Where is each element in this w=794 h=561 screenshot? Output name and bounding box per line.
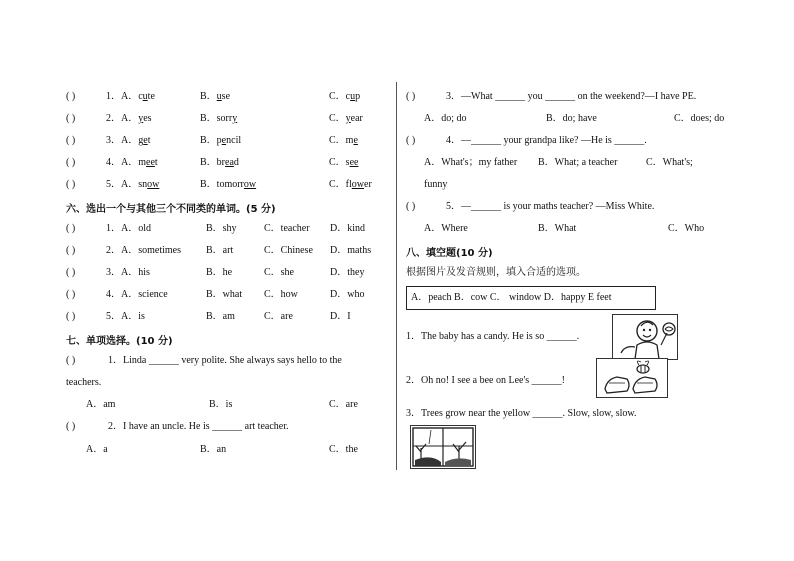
answer-blank[interactable]: ( ) <box>66 421 76 432</box>
option-a: A．a <box>86 444 108 455</box>
answer-blank[interactable]: ( ) <box>66 179 76 190</box>
option-c: C．me <box>329 135 358 146</box>
option-b: B．What; a teacher <box>538 157 618 168</box>
option-a: 4．A．science <box>106 289 168 300</box>
option-b: B．am <box>206 311 235 322</box>
option-b: B．use <box>200 91 231 102</box>
sentence-3: 3．Trees grow near the yellow ______. Slow, slow, slow. <box>406 408 637 419</box>
sentence-1: 1．The baby has a candy. He is so ______. <box>406 331 580 342</box>
word-options: A．peach B．cow C． window D．happy E feet <box>411 292 612 303</box>
option-d: D．maths <box>330 245 372 256</box>
question-continuation: teachers. <box>66 377 102 388</box>
bee-feet-picture <box>596 358 668 398</box>
option-b: B．sorry <box>200 113 238 124</box>
column-divider <box>396 82 397 470</box>
option-d: D．kind <box>330 223 365 234</box>
baby-candy-picture <box>612 314 678 360</box>
option-d: D．they <box>330 267 365 278</box>
question-stem: 4．—______ your grandpa like? —He is ______. <box>446 135 647 146</box>
question-stem: 2．I have an uncle. He is ______ art teacher. <box>108 421 289 432</box>
option-b: B．what <box>206 289 243 300</box>
option-c: C．she <box>264 267 294 278</box>
section8-instruction: 根据图片及发音规则，填入合适的选项。 <box>406 267 586 278</box>
option-a: 5．A．is <box>106 311 145 322</box>
option-c: C．are <box>264 311 293 322</box>
option-c: C．year <box>329 113 363 124</box>
answer-blank[interactable]: ( ) <box>406 135 416 146</box>
option-b: B．What <box>538 223 577 234</box>
option-c: C．What's; <box>646 157 693 168</box>
option-a: 4．A．meet <box>106 157 158 168</box>
option-a: A．am <box>86 399 116 410</box>
option-c: C．does; do <box>674 113 725 124</box>
option-c: C．Who <box>668 223 705 234</box>
option-b: B．tomorrow <box>200 179 257 190</box>
option-d: D．I <box>330 311 351 322</box>
option-c: C．are <box>329 399 358 410</box>
option-a: 5．A．snow <box>106 179 160 190</box>
question-stem: 5．—______ is your maths teacher? —Miss White. <box>446 201 655 212</box>
answer-blank[interactable]: ( ) <box>66 157 76 168</box>
option-a: 2．A．yes <box>106 113 152 124</box>
answer-blank[interactable]: ( ) <box>406 91 416 102</box>
window-trees-picture <box>410 425 476 469</box>
option-b: B．is <box>209 399 233 410</box>
option-a: A．What's；my father <box>424 157 518 168</box>
option-a: 1．A．cute <box>106 91 155 102</box>
section6-title: 六、选出一个与其他三个不同类的单词。(5 分) <box>66 204 276 215</box>
option-c: C．Chinese <box>264 245 313 256</box>
option-c: C．cup <box>329 91 361 102</box>
answer-blank[interactable]: ( ) <box>66 113 76 124</box>
question-stem: 3．—What ______ you ______ on the weekend?—I have PE. <box>446 91 697 102</box>
section7-title: 七、单项选择。(10 分) <box>66 336 173 347</box>
answer-blank[interactable]: ( ) <box>66 223 76 234</box>
section8-title: 八、填空题(10 分) <box>406 248 493 259</box>
option-d: D．who <box>330 289 365 300</box>
options-box <box>406 286 656 310</box>
answer-blank[interactable]: ( ) <box>66 311 76 322</box>
option-a: 1．A．old <box>106 223 151 234</box>
option-b: B．shy <box>206 223 237 234</box>
answer-blank[interactable]: ( ) <box>66 355 76 366</box>
answer-blank[interactable]: ( ) <box>406 201 416 212</box>
question-continuation: funny <box>424 179 448 190</box>
answer-blank[interactable]: ( ) <box>66 245 76 256</box>
option-b: B．bread <box>200 157 239 168</box>
option-c: C．flower <box>329 179 372 190</box>
option-a: 2．A．sometimes <box>106 245 181 256</box>
option-b: B．art <box>206 245 234 256</box>
option-c: C．teacher <box>264 223 310 234</box>
option-b: B．pencil <box>200 135 242 146</box>
sentence-2: 2．Oh no! I see a bee on Lee's ______! <box>406 375 565 386</box>
answer-blank[interactable]: ( ) <box>66 135 76 146</box>
option-a: A．Where <box>424 223 468 234</box>
option-a: A．do; do <box>424 113 467 124</box>
answer-blank[interactable]: ( ) <box>66 267 76 278</box>
option-b: B．he <box>206 267 233 278</box>
option-a: 3．A．get <box>106 135 151 146</box>
question-stem: 1．Linda ______ very polite. She always says hello to the <box>108 355 342 366</box>
option-a: 3．A．his <box>106 267 150 278</box>
option-b: B．do; have <box>546 113 597 124</box>
answer-blank[interactable]: ( ) <box>66 91 76 102</box>
option-c: C．how <box>264 289 298 300</box>
option-c: C．the <box>329 444 358 455</box>
option-c: C．see <box>329 157 359 168</box>
answer-blank[interactable]: ( ) <box>66 289 76 300</box>
option-b: B．an <box>200 444 227 455</box>
